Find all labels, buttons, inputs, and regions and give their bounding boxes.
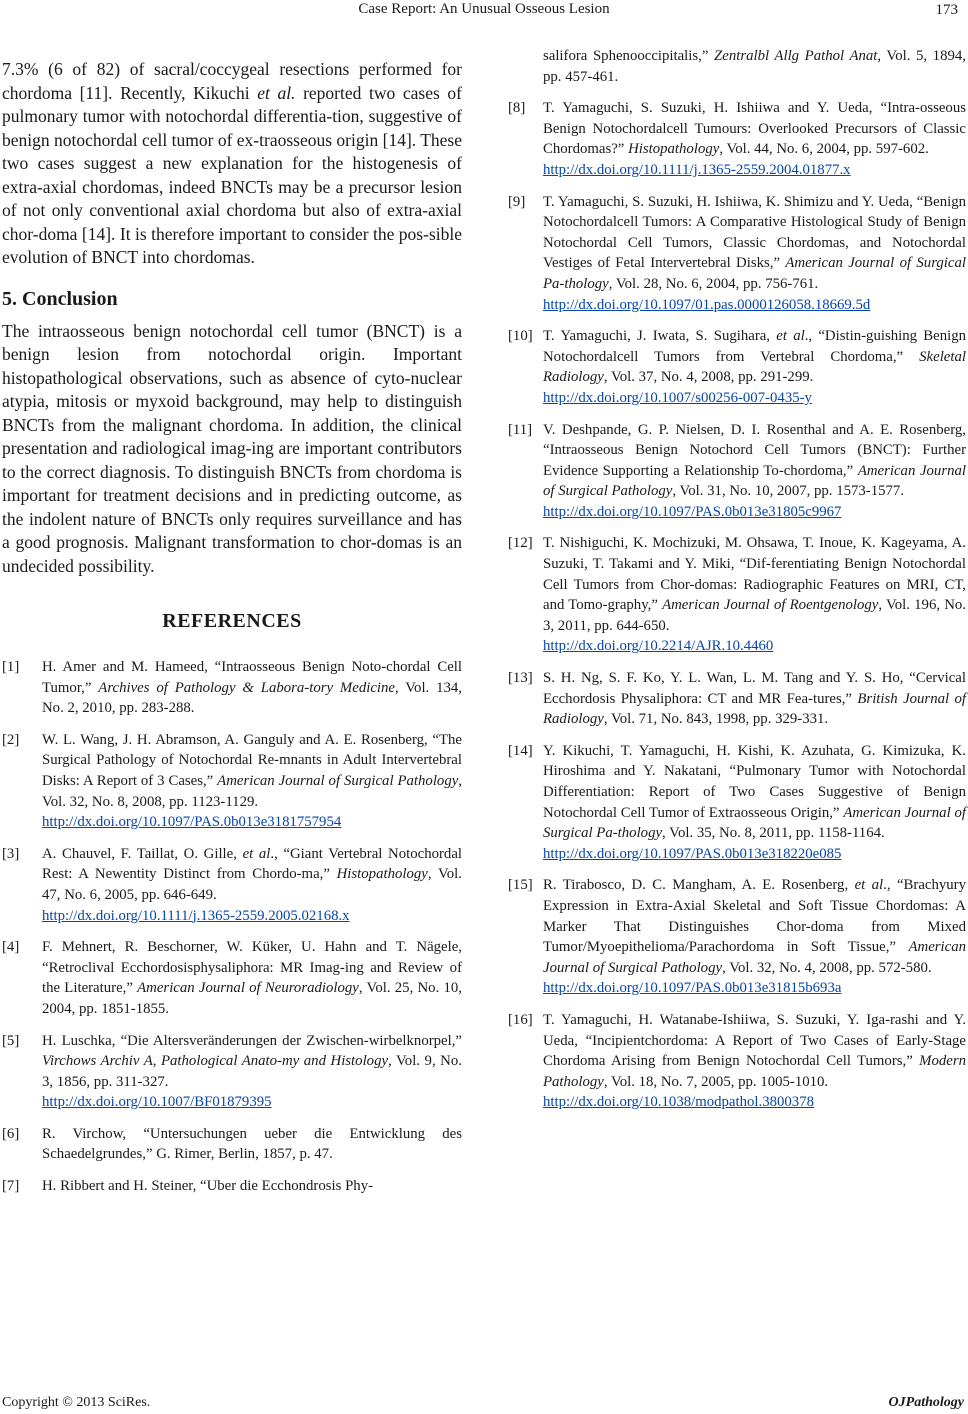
reference-item (508, 420, 966, 523)
reference-item (2, 1176, 462, 1197)
text-run: , Vol. 35, No. 8, 2011, pp. 1158-1164. (662, 825, 885, 842)
doi-link[interactable]: http://dx.doi.org/10.1097/PAS.0b013e318220e085 (543, 845, 842, 862)
text-run: , Vol. 44, No. 6, 2004, pp. 597-602. (719, 141, 929, 158)
text-run: T. Yamaguchi, S. Suzuki, H. Ishiiwa and Y. Ueda, “Intra-osseous Benign Notochordalcell Tumours: Overlooked Precursors of Classic Chordomas?” (543, 100, 966, 158)
italic-text: American Journal of Surgical Pa-thology (543, 804, 967, 842)
reference-item (508, 533, 966, 657)
doi-link[interactable]: http://dx.doi.org/10.1097/PAS.0b013e31805c9967 (543, 503, 842, 520)
text-run: salifora Sphenooccipitalis,” (543, 48, 715, 64)
text-run: , Vol. 31, No. 10, 2007, pp. 1573-1577. (672, 483, 905, 500)
italic-text: Histopathology (336, 866, 428, 883)
reference-number: [9] (508, 193, 526, 210)
italic-text: American Journal of Surgical Pathology (543, 939, 966, 976)
text-run: , Vol. 47, No. 6, 2005, pp. 646-649. (42, 866, 462, 903)
italic-text: et al (776, 328, 805, 345)
italic-text: Pathological Anato-my and Histology (160, 1053, 389, 1070)
italic-text: American Journal of Surgical Pathology (217, 772, 459, 789)
text-run: A. Chauvel, F. Taillat, O. Gille, (42, 845, 243, 862)
reference-number: [6] (2, 1125, 20, 1142)
italic-text: Archives of Pathology & Labora-tory Medicine (98, 679, 395, 696)
running-title: Case Report: An Unusual Osseous Lesion (358, 1, 610, 17)
reference-item (508, 668, 966, 730)
doi-link[interactable]: http://dx.doi.org/10.1111/j.1365-2559.2004.01877.x (543, 161, 851, 178)
text-run: R. Virchow, “Untersuchungen ueber die Entwicklung des Schaedelgrundes,” G. Rimer, Berlin, 1857, p. 47. (42, 1125, 462, 1163)
reference-text (42, 732, 462, 830)
doi-link[interactable]: http://dx.doi.org/10.1007/s00256-007-0435-y (543, 389, 812, 406)
reference-list-right (508, 98, 966, 1113)
doi-link[interactable]: http://dx.doi.org/10.1097/PAS.0b013e3181757954 (42, 814, 342, 831)
text-run: R. Tirabosco, D. C. Mangham, A. E. Rosenberg, (543, 877, 855, 894)
text-run: T. Nishiguchi, K. Mochizuki, M. Ohsawa, T. Inoue, K. Kageyama, A. Suzuki, T. Takami and Y. Miki, “Dif-ferentiating Benign Notochordal Cell Tumors from Chor-domas: Radiographic Features on MRI, CT, and Tomo-graphy,” (543, 535, 966, 614)
italic-text: et al. (257, 82, 296, 103)
reference-list-left (2, 657, 462, 1197)
reference-item (2, 657, 462, 719)
text-run: The intraosseous benign notochordal cell tumor (BNCT) is a benign lesion from notochordal origin. Important histopathological observations, such as absence of cyto-nuclear atypia, mitosis or myxoid background, may help to distinguish BNCTs from the malignant chordoma. In addition, the clinical presentation and radiological imag-ing are important contributors to the correct diagnosis. To distinguish BNCTs from chordoma is important for treatment decisions and in predicting outcome, as the indolent nature of BNCTs only requires surveillance and has a good prognosis. Malignant transformation to chor-domas is an undecided possibility. (2, 320, 462, 576)
reference-text (42, 846, 462, 924)
footer-copyright: Copyright © 2013 SciRes. (2, 1395, 151, 1410)
reference-item (2, 844, 462, 926)
text-run: 7.3% (6 of 82) of sacral/coccygeal resections performed for chordoma [11]. Recently, Kikuchi (2, 59, 462, 103)
reference-item (508, 326, 966, 408)
reference-text (543, 743, 966, 862)
text-run: ., “Brachyury Expression in Extra-Axial Skeletal and Soft Tissue Chordomas: A Marker That Distinguishes Chor-doma from Mixed Tumor/Myoepithelioma/Parachordoma in Soft Tissue,” (543, 877, 966, 956)
doi-link[interactable]: http://dx.doi.org/10.2214/AJR.10.4460 (543, 638, 774, 655)
text-run: , Vol. 32, No. 8, 2008, pp. 1123-1129. (42, 772, 462, 810)
text-run: , Vol. 25, No. 10, 2004, pp. 1851-1855. (42, 980, 462, 1017)
text-run: reported two cases of pulmonary tumor with notochordal differentia-tion, suggestive of benign notochordal cell tumor of ex-traosseous origin [14]. These two cases suggest a new explanation for the histogenesis of extra-axial chordomas, indeed BNCTs may be a precursor lesion of not only conventional axial chordoma but also of extra-axial chor-doma [14]. It is therefore important to consider the pos-sible evolution of BNCT into chordomas. (2, 82, 462, 267)
text-run: , Vol. 32, No. 4, 2008, pp. 572-580. (722, 959, 932, 976)
reference-text (543, 670, 966, 727)
text-run: , Vol. 134, No. 2, 2010, pp. 283-288. (42, 679, 462, 717)
footer-journal: OJPathology (888, 1395, 964, 1410)
paragraph-chordoma-origin (2, 58, 462, 270)
italic-text: Modern Pathology (543, 1053, 966, 1090)
italic-text: American Journal of Surgical Pathology (543, 462, 966, 500)
doi-link[interactable]: http://dx.doi.org/10.1007/BF01879395 (42, 1094, 272, 1111)
reference-number: [16] (508, 1011, 533, 1028)
reference-item (508, 875, 966, 999)
reference-number: [15] (508, 877, 533, 894)
paragraph-conclusion (2, 320, 462, 579)
text-run: , Vol. 18, No. 7, 2005, pp. 1005-1010. (603, 1073, 829, 1090)
text-run: T. Yamaguchi, S. Suzuki, H. Ishiiwa, K. Shimizu and Y. Ueda, “Benign Notochordalcell Tumors: A Comparative Histological Study of Benign Notochordal Cell Tumors, Classic Chordomas, and Notochordal Vestiges of Fetal Intervertebral Disks,” (543, 193, 966, 272)
text-run: F. Mehnert, R. Beschorner, W. Küker, U. Hahn and T. Nägele, “Retroclival Ecchordosisphysaliphora: MR Imag-ing and Review of the Literature,” (42, 939, 462, 997)
reference-continuation-text (543, 48, 966, 85)
reference-number: [4] (2, 939, 20, 956)
italic-text: Virchows Archiv A (42, 1053, 153, 1070)
page-number: 173 (935, 2, 958, 18)
text-run: ., “Giant Vertebral Notochordal Rest: A Newentity Distinct from Chordo-ma,” (42, 845, 462, 883)
reference-number: [8] (508, 100, 526, 117)
italic-text: Skeletal Radiology (543, 348, 966, 386)
reference-number: [7] (2, 1178, 20, 1195)
text-run: , (152, 1053, 161, 1070)
reference-number: [10] (508, 328, 533, 345)
text-run: , Vol. 5, 1894, pp. 457-461. (543, 48, 966, 85)
reference-number: [12] (508, 535, 533, 552)
reference-text (42, 939, 462, 1017)
reference-item (508, 192, 966, 316)
text-run: , Vol. 196, No. 3, 2011, pp. 644-650. (543, 597, 966, 634)
italic-text: American Journal of Roentgenology (662, 597, 879, 614)
italic-text: et al (242, 845, 271, 862)
reference-number: [3] (2, 845, 20, 862)
reference-item (2, 1031, 462, 1113)
doi-link[interactable]: http://dx.doi.org/10.1097/PAS.0b013e31815b693a (543, 980, 842, 997)
reference-text (42, 1033, 462, 1111)
reference-item (508, 741, 966, 865)
reference-text (543, 535, 966, 654)
reference-number: [13] (508, 670, 533, 687)
text-run: , Vol. 71, No. 843, 1998, pp. 329-331. (603, 711, 829, 728)
section-heading-conclusion: 5. Conclusion (2, 287, 118, 310)
text-run: H. Luschka, “Die Altersveränderungen der Zwischen-wirbelknorpel,” (42, 1032, 462, 1049)
reference-text (42, 659, 462, 716)
reference-item (508, 1010, 966, 1113)
reference-number: [5] (2, 1032, 20, 1049)
reference-text (543, 877, 966, 996)
text-run: S. H. Ng, S. F. Ko, Y. L. Wan, L. M. Tang and Y. S. Ho, “Cervical Ecchordosis Physaliphora: CT and MR Fea-tures,” (543, 670, 966, 707)
text-run: , Vol. 37, No. 4, 2008, pp. 291-299. (603, 369, 814, 386)
text-run: V. Deshpande, G. P. Nielsen, D. I. Rosenthal and A. E. Rosenberg, “Intraosseous Benign Notochord Cell Tumors (BNCT): Further Evidence Supporting a Relationship To-chordoma,” (543, 421, 966, 479)
reference-item (2, 937, 462, 1019)
italic-text: American Journal of Neuroradiology (137, 980, 359, 997)
text-run: H. Amer and M. Hameed, “Intraosseous Benign Noto-chordal Cell Tumor,” (42, 659, 462, 696)
text-run: ., “Distin-guishing Benign Notochordalcell Tumors from Vertebral Chordoma,” (543, 328, 967, 365)
text-run: H. Ribbert and H. Steiner, “Uber die Ecchondrosis Phy- (42, 1178, 374, 1195)
reference-number: [2] (2, 731, 20, 748)
reference-number: [11] (508, 421, 533, 438)
text-run: Y. Kikuchi, T. Yamaguchi, H. Kishi, K. Azuhata, G. Kimizuka, K. Hiroshima and Y. Nakatani, “Pulmonary Tumor with Notochordal Differentiation: Report of Two Cases Suggestive of Benign Notochordal Cell Tumor of Extraosseous Origin,” (543, 742, 966, 821)
reference-text (543, 328, 966, 406)
reference-text (543, 194, 966, 313)
text-run: T. Yamaguchi, H. Watanabe-Ishiiwa, S. Suzuki, Y. Iga-rashi and Y. Ueda, “Incipientchordoma: A Report of Two Cases of Early-Stage Chordoma Arising from Benign Notochordal Cell Tumors,” (543, 1011, 966, 1070)
italic-text: American Journal of Surgical Pa-thology (543, 255, 966, 292)
reference-text (543, 422, 966, 520)
text-run: T. Yamaguchi, J. Iwata, S. Sugihara, (543, 328, 777, 345)
reference-number: [1] (2, 659, 20, 675)
left-column (2, 58, 462, 1208)
doi-link[interactable]: http://dx.doi.org/10.1097/01.pas.0000126058.18669.5d (543, 296, 871, 313)
italic-text: et al (854, 877, 884, 894)
reference-number: [14] (508, 742, 533, 759)
italic-text: Histopathology (628, 141, 720, 158)
reference-text (42, 1126, 462, 1163)
doi-link[interactable]: http://dx.doi.org/10.1038/modpathol.3800378 (543, 1094, 815, 1111)
doi-link[interactable]: http://dx.doi.org/10.1111/j.1365-2559.2005.02168.x (42, 907, 350, 924)
reference-item (508, 98, 966, 180)
reference-continuation (508, 46, 966, 87)
right-column (508, 46, 966, 1124)
reference-text (543, 100, 966, 178)
reference-text (42, 1178, 373, 1194)
reference-item (2, 730, 462, 833)
italic-text: British Journal of Radiology (543, 690, 966, 728)
text-run: , Vol. 28, No. 6, 2004, pp. 756-761. (608, 275, 819, 292)
text-run: W. L. Wang, J. H. Abramson, A. Ganguly and A. E. Rosenberg, “The Surgical Pathology of Notochordal Re-mnants in Adult Intervertebral Disks: A Report of 3 Cases,” (42, 731, 462, 789)
references-heading: REFERENCES (162, 610, 302, 632)
reference-item (2, 1124, 462, 1165)
text-run: , Vol. 9, No. 3, 1856, pp. 311-327. (42, 1053, 462, 1090)
reference-text (543, 1012, 966, 1110)
italic-text: Zentralbl Allg Pathol Anat (714, 48, 878, 64)
